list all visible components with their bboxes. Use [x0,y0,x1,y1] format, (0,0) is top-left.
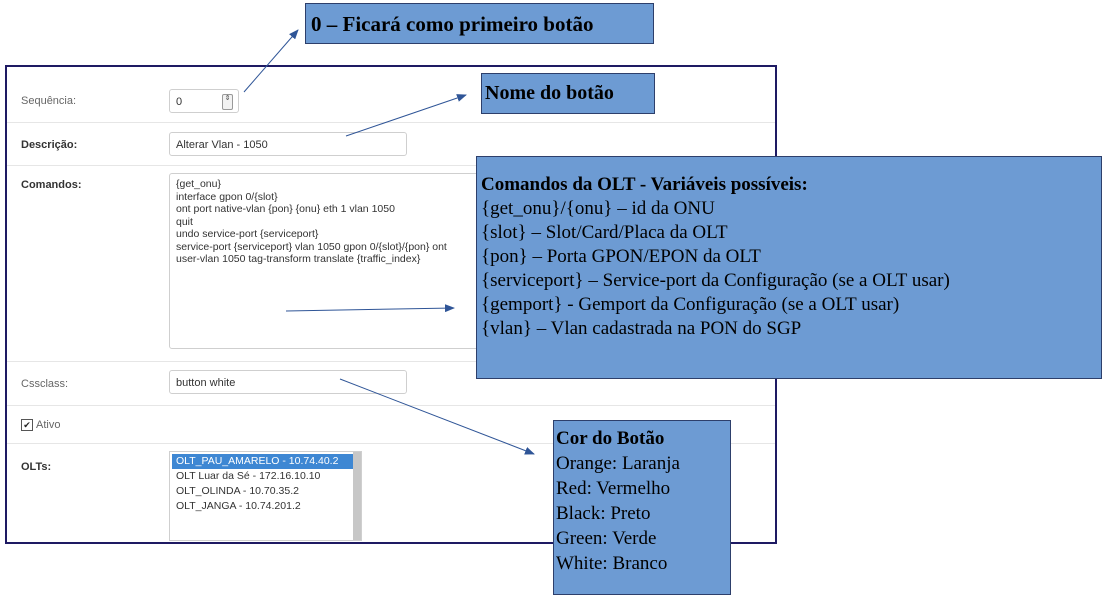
spinner-icon[interactable]: ⇕ [222,94,233,110]
annotation-cor-line: Orange: Laranja [556,453,680,474]
olts-label: OLTs: [21,461,52,473]
annotation-comandos-title: Comandos da OLT - Variáveis possíveis: [481,174,808,195]
olt-option[interactable]: OLT_PAU_AMARELO - 10.74.40.2 [172,454,359,469]
arrow-primeiro [244,30,298,92]
annotation-comandos-line: {gemport} - Gemport da Configuração (se a OLT usar) [481,294,900,315]
arrow-cor [340,379,534,454]
annotation-comandos-line: {pon} – Porta GPON/EPON da OLT [481,246,761,267]
olt-option[interactable]: OLT_OLINDA - 10.70.35.2 [176,485,299,497]
annotation-comandos-line: {slot} – Slot/Card/Placa da OLT [481,222,728,243]
ativo-label: Ativo [36,419,61,431]
descricao-input[interactable]: Alterar Vlan - 1050 [169,132,407,156]
sequencia-label: Sequência: [21,95,77,107]
annotation-comandos [476,156,1102,379]
annotation-cor-title: Cor do Botão [556,428,665,449]
annotation-cor-line: Black: Preto [556,503,651,524]
sequencia-value: 0 [176,96,183,108]
comandos-label: Comandos: [21,179,82,191]
descricao-label: Descrição: [21,139,78,151]
arrow-nome [346,95,466,136]
olt-option[interactable]: OLT_JANGA - 10.74.201.2 [176,500,301,512]
annotation-nome-botao: Nome do botão [481,73,655,114]
ativo-checkbox[interactable]: ✔ [21,419,33,431]
arrow-comandos [286,308,454,311]
annotation-comandos-line: {serviceport} – Service-port da Configuração (se a OLT usar) [481,270,950,291]
annotation-comandos-line: {get_onu}/{onu} – id da ONU [481,198,715,219]
annotation-cor-line: Red: Vermelho [556,478,671,499]
cssclass-label: Cssclass: [21,378,69,390]
olt-option[interactable]: OLT Luar da Sé - 172.16.10.10 [176,470,321,482]
annotation-cor-line: White: Branco [556,553,668,574]
annotation-primeiro-botao: 0 – Ficará como primeiro botão [305,3,654,44]
comandos-textarea[interactable]: {get_onu} interface gpon 0/{slot} ont port native-vlan {pon} {onu} eth 1 vlan 1050 quit undo service-port {serviceport} service-port {serviceport} vlan 1050 gpon 0/{slot}/{pon} ont user-vlan 1050 tag-transform translate {traffic_index} [169,173,729,349]
annotation-cor-line: Green: Verde [556,528,657,549]
annotation-comandos-line: {vlan} – Vlan cadastrada na PON do SGP [481,318,802,339]
cssclass-input[interactable]: button white [169,370,407,394]
annotation-cor-botao [553,420,731,595]
